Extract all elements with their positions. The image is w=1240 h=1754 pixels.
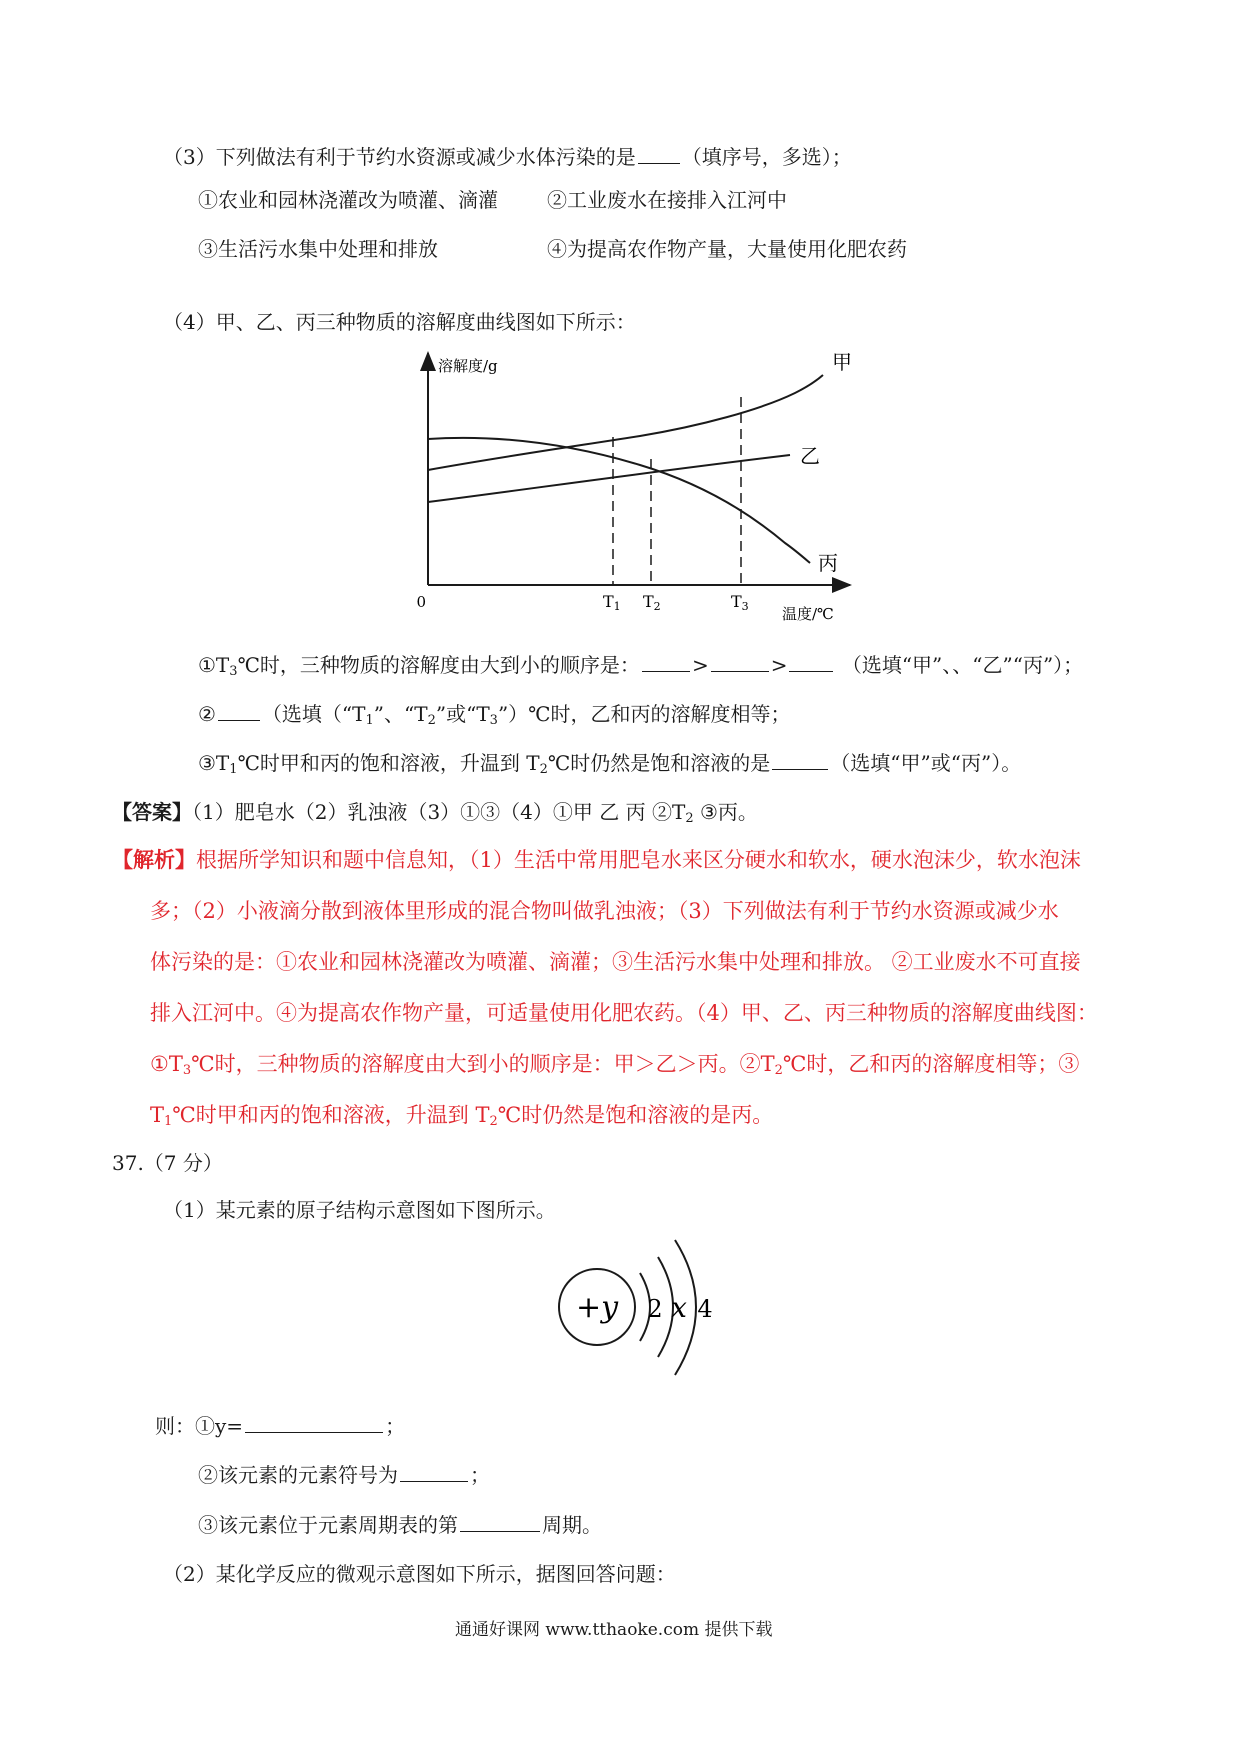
- q4-sub3: [198, 749, 1021, 784]
- answer-blank[interactable]: [400, 1461, 468, 1482]
- gt-sign: >: [691, 653, 709, 677]
- analysis-text: ℃时，乙和丙的溶解度相等；③: [782, 1052, 1080, 1076]
- text: ②该元素的元素符号为: [198, 1463, 398, 1487]
- subscript: 2: [539, 762, 548, 777]
- subscript: 2: [489, 1114, 498, 1129]
- answer-blank[interactable]: [460, 1511, 540, 1532]
- analysis-line-6: [150, 1101, 773, 1136]
- q3-option-1: ①农业和园林浇灌改为喷灌、滴灌: [198, 188, 498, 212]
- answer-line: [112, 798, 758, 833]
- answer-text: ③丙。: [693, 800, 758, 824]
- q37-part2: （2）某化学反应的微观示意图如下所示，据图回答问题：: [163, 1562, 676, 1586]
- text: ”或“T: [435, 702, 490, 726]
- answer-blank[interactable]: [711, 651, 769, 672]
- q3-option-2: ②工业废水在接排入江河中: [547, 188, 787, 212]
- text: ”、“T: [373, 702, 428, 726]
- q3-stem-text: （3）下列做法有利于节约水资源或减少水体污染的是: [163, 145, 636, 169]
- series-bing-curve: [428, 438, 810, 563]
- tick-t1: T1: [603, 592, 621, 613]
- series-label-yi: 乙: [800, 444, 820, 468]
- analysis-line-5: [150, 1050, 1079, 1085]
- text: ℃时甲和丙的饱和溶液，升温到 T: [237, 751, 540, 775]
- analysis-text: 根据所学知识和题中信息知，（1）生活中常用肥皂水来区分硬水和软水，硬水泡沫少，软水泡沫: [196, 848, 1081, 872]
- series-label-bing: 丙: [818, 551, 838, 575]
- text: （选填“甲”或“丙”）。: [830, 751, 1022, 775]
- answer-blank[interactable]: [642, 651, 690, 672]
- subscript: 3: [229, 664, 238, 679]
- answer-blank[interactable]: [218, 700, 260, 721]
- text: （选填“甲”、、“乙”“丙”）；: [841, 653, 1084, 677]
- analysis-text: ℃时甲和丙的饱和溶液，升温到 T: [172, 1103, 490, 1127]
- q37-part1: （1）某元素的原子结构示意图如下图所示。: [163, 1198, 556, 1222]
- text: ②: [198, 702, 216, 726]
- analysis-line-2: 多；（2）小液滴分散到液体里形成的混合物叫做乳浊液；（3）下列做法有利于节约水资源或减少水: [150, 899, 1059, 923]
- subscript: 1: [229, 762, 238, 777]
- text: ①T: [198, 653, 230, 677]
- text: ℃时，三种物质的溶解度由大到小的顺序是：: [237, 653, 640, 677]
- text: ；: [470, 1463, 490, 1487]
- series-label-jia: 甲: [832, 350, 852, 374]
- analysis-line-3: 体污染的是：①农业和园林浇灌改为喷灌、滴灌；③生活污水集中处理和排放。 ②工业废水不可直接: [150, 950, 1081, 974]
- tick-t2: T2: [643, 592, 661, 613]
- atom-diagram: [555, 1235, 735, 1385]
- q37-symbol: [198, 1461, 490, 1489]
- text: ℃时仍然是饱和溶液的是: [547, 751, 771, 775]
- subscript: 1: [164, 1114, 173, 1129]
- subscript: 3: [182, 1063, 192, 1078]
- answer-blank[interactable]: [638, 143, 680, 164]
- q4-stem: （4）甲、乙、丙三种物质的溶解度曲线图如下所示：: [163, 310, 636, 334]
- analysis-tag: 【解析】: [112, 847, 196, 872]
- subscript: 3: [489, 713, 498, 728]
- analysis-text: ℃时，三种物质的溶解度由大到小的顺序是：甲＞乙＞丙。②T: [191, 1052, 775, 1076]
- x-axis-label: 温度/℃: [782, 605, 834, 623]
- series-jia-curve: [428, 375, 823, 470]
- solubility-chart: [410, 345, 890, 625]
- q37-then: [155, 1412, 405, 1440]
- text: ③该元素位于元素周期表的第: [198, 1513, 458, 1537]
- q37-header: 37.（7 分）: [112, 1151, 223, 1175]
- answer-text: （1）肥皂水（2）乳浊液（3）①③（4）①甲 乙 丙 ②T: [192, 800, 686, 824]
- series-yi-curve: [428, 455, 790, 502]
- gt-sign: >: [770, 653, 788, 677]
- page-footer: 通通好课网 www.tthaoke.com 提供下载: [455, 1620, 773, 1640]
- q3-stem-hint: （填序号，多选）；: [681, 145, 852, 169]
- shell-1-electrons: 2: [647, 1295, 663, 1323]
- q4-sub1: [198, 651, 1083, 686]
- subscript: 2: [774, 1063, 783, 1078]
- analysis-line-1: [112, 846, 1081, 874]
- answer-blank[interactable]: [245, 1412, 383, 1433]
- origin-label: 0: [416, 593, 426, 611]
- text: 则：①y=: [155, 1414, 244, 1438]
- nucleus-label: +y: [575, 1290, 619, 1325]
- analysis-text: T: [150, 1103, 165, 1127]
- y-axis-label: 溶解度/g: [438, 357, 498, 375]
- text: ；: [385, 1414, 406, 1438]
- q4-sub2: [198, 700, 791, 735]
- shell-2-electrons: x: [671, 1291, 687, 1324]
- subscript: 2: [427, 713, 436, 728]
- q3-option-3: ③生活污水集中处理和排放: [198, 237, 438, 261]
- answer-blank[interactable]: [789, 651, 833, 672]
- text: ”）℃时，乙和丙的溶解度相等；: [497, 702, 791, 726]
- answer-tag: 【答案】: [112, 800, 192, 824]
- text: ③T: [198, 751, 230, 775]
- answer-blank[interactable]: [772, 749, 828, 770]
- q37-period: [198, 1511, 602, 1539]
- analysis-line-4: 排入江河中。④为提高农作物产量，可适量使用化肥农药。（4）甲、乙、丙三种物质的溶解度曲线图：: [150, 1001, 1098, 1025]
- text: 周期。: [542, 1513, 602, 1537]
- shell-3-electrons: 4: [697, 1295, 713, 1323]
- subscript: 2: [685, 811, 694, 826]
- analysis-text: ℃时仍然是饱和溶液的是丙。: [497, 1103, 774, 1127]
- text: （选填（“T: [261, 702, 366, 726]
- q3-stem: [163, 143, 852, 171]
- tick-t3: T3: [731, 592, 749, 613]
- subscript: 1: [365, 713, 374, 728]
- analysis-text: ①T: [150, 1052, 183, 1076]
- q3-option-4: ④为提高农作物产量，大量使用化肥农药: [547, 237, 907, 261]
